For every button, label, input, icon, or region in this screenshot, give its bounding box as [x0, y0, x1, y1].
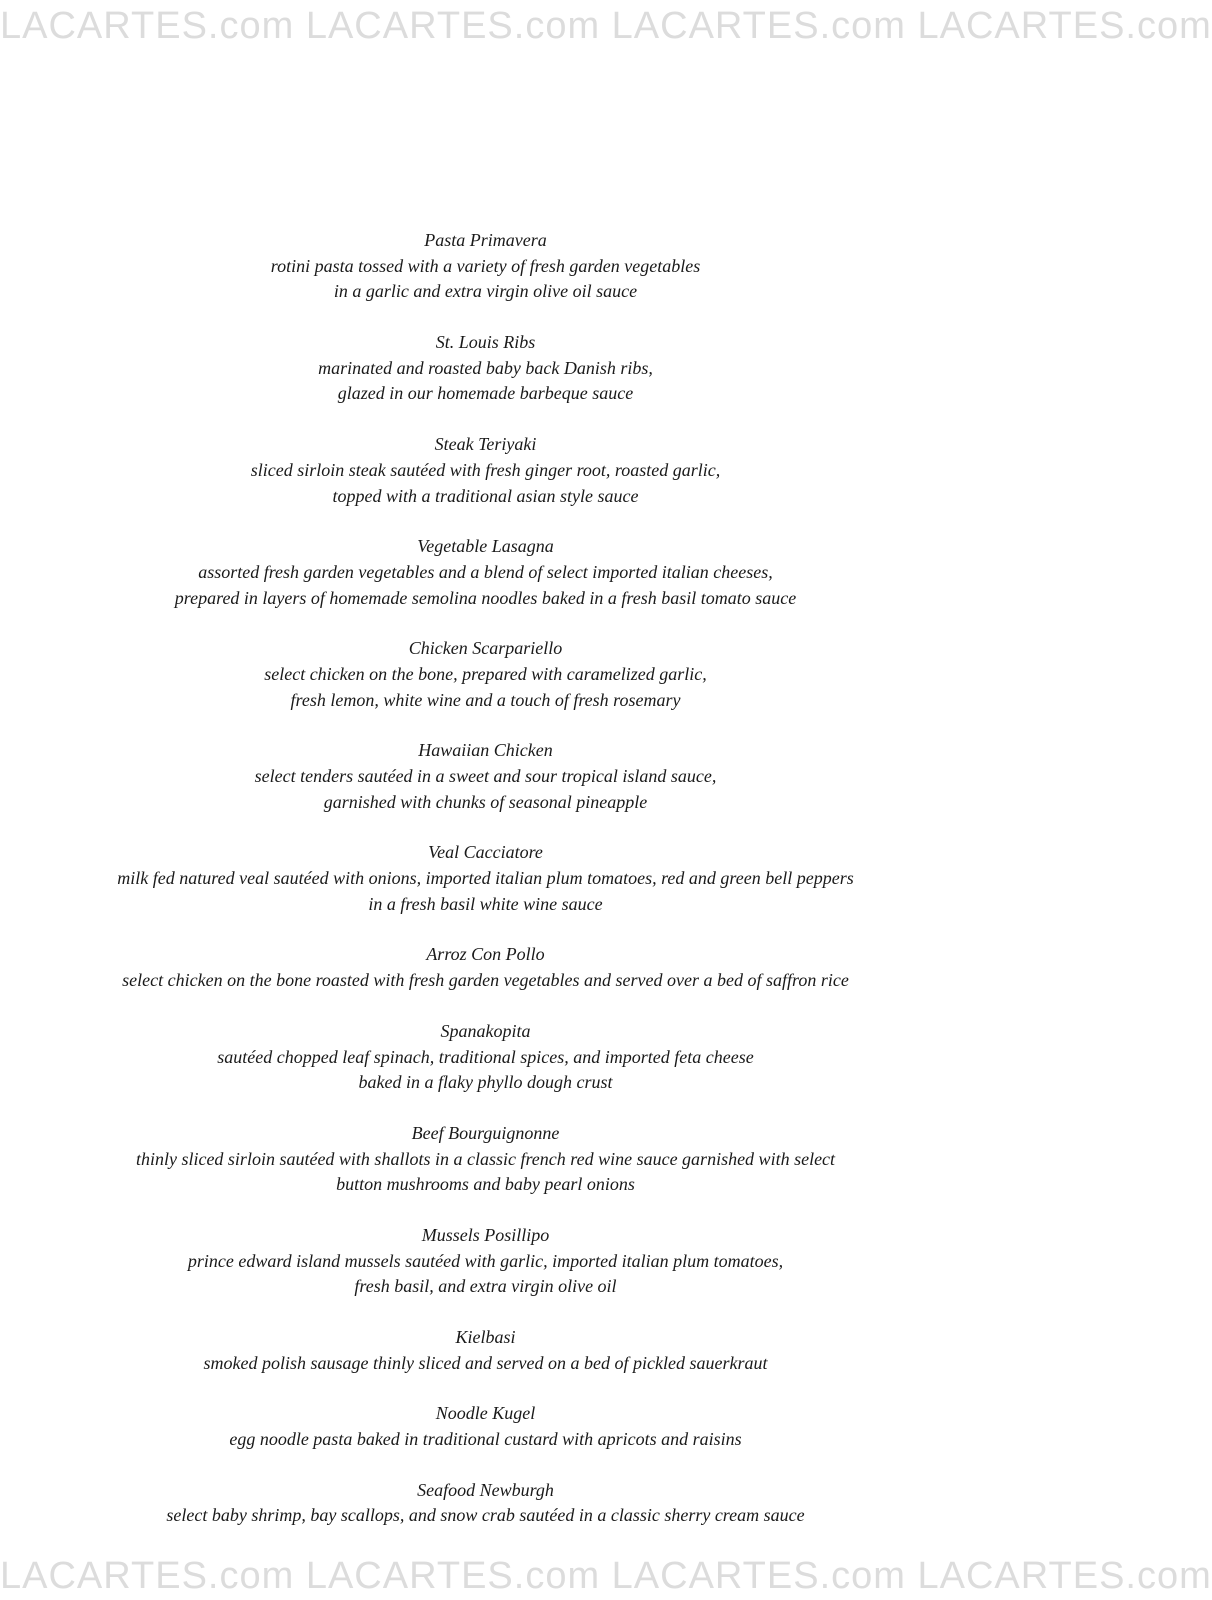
- menu-item-description: garnished with chunks of seasonal pineapple: [323, 791, 648, 812]
- menu-item-description: egg noodle pasta baked in traditional custard with apricots and raisins: [229, 1429, 742, 1450]
- menu-item-name: Vegetable Lasagna: [417, 536, 554, 557]
- menu-item-name: Arroz Con Pollo: [426, 944, 545, 965]
- menu-item: [0, 1121, 971, 1198]
- menu-item-description: button mushrooms and baby pearl onions: [336, 1174, 635, 1195]
- menu-item-description: prince edward island mussels sautéed with garlic, imported italian plum tomatoes,: [187, 1250, 784, 1271]
- menu-item: [0, 636, 971, 713]
- menu-item-description: topped with a traditional asian style sauce: [332, 485, 639, 506]
- menu-item: [0, 1223, 971, 1300]
- menu-item: [0, 1478, 971, 1529]
- menu-item-name: Steak Teriyaki: [434, 434, 537, 455]
- menu-item: [0, 534, 971, 611]
- menu-item-description: assorted fresh garden vegetables and a blend of select imported italian cheeses,: [198, 561, 773, 582]
- menu-item-name: Chicken Scarpariello: [408, 638, 563, 659]
- menu-item-name: Beef Bourguignonne: [411, 1122, 560, 1143]
- menu-item-name: Pasta Primavera: [424, 230, 547, 250]
- menu-item: [0, 1019, 971, 1096]
- menu-list: [0, 228, 971, 1554]
- menu-item-description: select tenders sautéed in a sweet and sour tropical island sauce,: [254, 766, 717, 786]
- menu-item-description: rotini pasta tossed with a variety of fresh garden vegetables: [270, 255, 701, 276]
- menu-item-name: Seafood Newburgh: [417, 1479, 554, 1500]
- menu-item-description: select chicken on the bone roasted with fresh garden vegetables and served over a bed of saffron rice: [122, 970, 849, 991]
- menu-item-description: marinated and roasted baby back Danish ribs,: [318, 357, 653, 378]
- watermark-bottom: LACARTES.com LACARTES.com LACARTES.com LACARTES.com: [0, 1555, 1212, 1597]
- menu-item-description: sliced sirloin steak sautéed with fresh ginger root, roasted garlic,: [250, 459, 721, 480]
- menu-item-description: smoked polish sausage thinly sliced and served on a bed of pickled sauerkraut: [203, 1352, 768, 1373]
- menu-item-description: baked in a flaky phyllo dough crust: [358, 1072, 613, 1093]
- menu-item-description: select chicken on the bone, prepared with caramelized garlic,: [264, 663, 707, 684]
- menu-item-description: fresh basil, and extra virgin olive oil: [354, 1276, 617, 1297]
- menu-item-description: in a garlic and extra virgin olive oil sauce: [333, 281, 638, 302]
- menu-item: [0, 432, 971, 509]
- menu-item-description: sautéed chopped leaf spinach, traditional spices, and imported feta cheese: [217, 1046, 754, 1067]
- watermark-top: LACARTES.com LACARTES.com LACARTES.com LACARTES.com: [0, 5, 1212, 47]
- menu-item: [0, 228, 971, 305]
- menu-item-description: select baby shrimp, bay scallops, and snow crab sautéed in a classic sherry cream sauce: [166, 1505, 805, 1526]
- menu-item: [0, 738, 971, 815]
- menu-item: [0, 840, 971, 917]
- menu-item-name: Mussels Posillipo: [421, 1224, 550, 1245]
- menu-item-description: fresh lemon, white wine and a touch of fresh rosemary: [290, 689, 681, 710]
- menu-item: [0, 330, 971, 407]
- menu-item-description: prepared in layers of homemade semolina noodles baked in a fresh basil tomato sauce: [174, 587, 797, 608]
- menu-item-name: Veal Cacciatore: [428, 842, 543, 863]
- menu-item-name: Spanakopita: [440, 1020, 531, 1041]
- menu-item-name: Noodle Kugel: [435, 1403, 536, 1424]
- menu-item-description: glazed in our homemade barbeque sauce: [337, 383, 634, 404]
- menu-item-description: thinly sliced sirloin sautéed with shallots in a classic french red wine sauce garnished with select: [135, 1148, 836, 1169]
- menu-item-name: Kielbasi: [455, 1327, 516, 1347]
- menu-item-name: St. Louis Ribs: [435, 332, 536, 353]
- menu-item-name: Hawaiian Chicken: [418, 740, 553, 761]
- menu-item: [0, 1401, 971, 1452]
- menu-item: [0, 942, 971, 993]
- menu-item-description: milk fed natured veal sautéed with onions, imported italian plum tomatoes, red and green bell peppers: [117, 868, 854, 889]
- menu-item: [0, 1325, 971, 1376]
- menu-item-description: in a fresh basil white wine sauce: [368, 893, 603, 914]
